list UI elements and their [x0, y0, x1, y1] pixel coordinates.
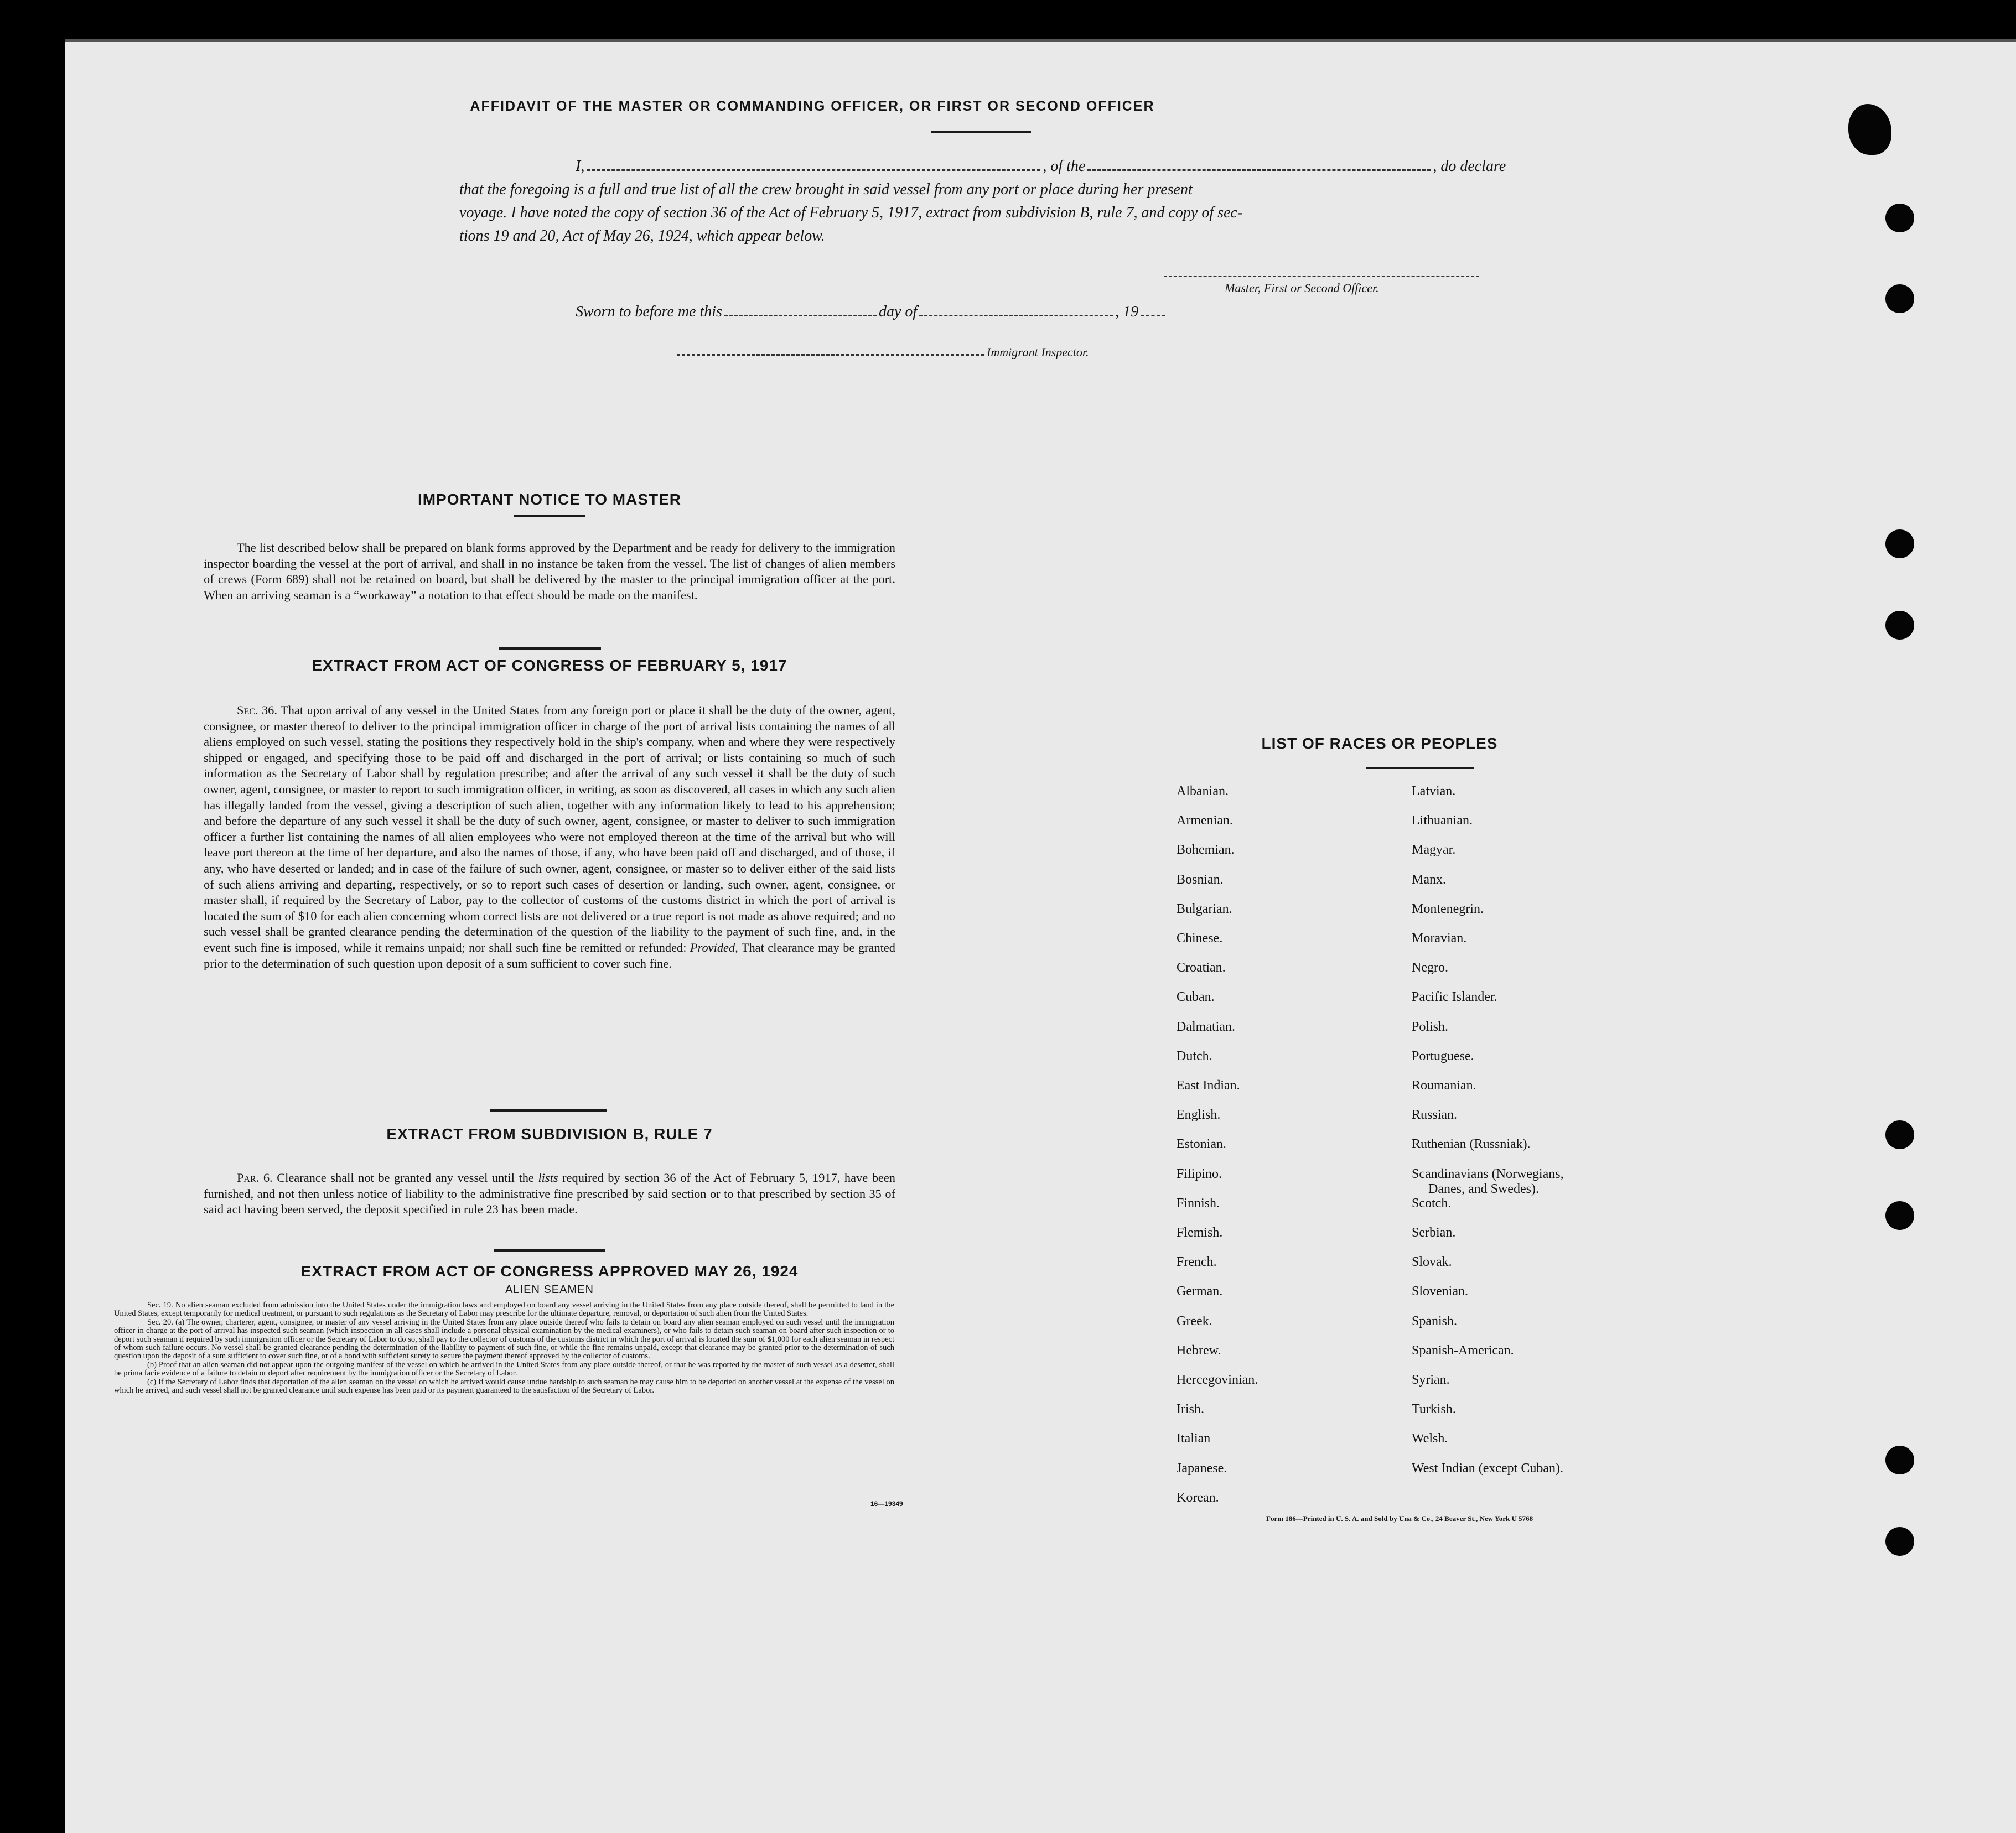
race-right-item: Latvian. [1412, 784, 1456, 798]
sec-36-text-b: That clearance may be granted prior to the determination of such question upon deposit of a sum sufficient to cover such fine. [204, 940, 895, 970]
race-left-item: German. [1177, 1284, 1223, 1299]
notice-heading: IMPORTANT NOTICE TO MASTER [417, 491, 682, 508]
race-right-item: Scandinavians (Norwegians, [1412, 1166, 1564, 1181]
sec-20b-text: (b) Proof that an alien seaman did not appear upon the outgoing manifest of the vessel on which he arrived in the United States from any place outside thereof, or that he was reported by the master of such vessel as a deserter, shall be prima facie evidence of a failure to detain or deport after requirement by the immigration officer or the Secretary of Labor. [114, 1360, 894, 1378]
race-left-item: English. [1177, 1108, 1221, 1123]
race-left-item: Greek. [1177, 1313, 1212, 1328]
document-sheet [65, 39, 2016, 1833]
sec-36-label: Sec. 36. [237, 703, 277, 717]
race-left-item: Italian [1177, 1431, 1211, 1446]
affidavit-line-4: tions 19 and 20, Act of May 26, 1924, which appear below. [459, 227, 825, 245]
sworn-day-blank [724, 315, 877, 316]
race-left-item: Hebrew. [1177, 1343, 1221, 1358]
affidavit-of-the: , of the [1043, 158, 1086, 175]
race-right-item: Manx. [1412, 872, 1446, 887]
race-left-item: French. [1177, 1255, 1217, 1270]
race-right-item: Spanish. [1412, 1313, 1458, 1328]
affidavit-line-2: that the foregoing is a full and true list of all the crew brought in said vessel from any port or place during her present [459, 181, 1193, 198]
divider [1366, 767, 1474, 769]
race-left-item: Albanian. [1177, 784, 1229, 798]
race-left-item: Armenian. [1177, 813, 1233, 828]
sworn-day-of: day of [878, 303, 918, 320]
race-right-item: Lithuanian. [1412, 813, 1473, 828]
rule-7-heading: EXTRACT FROM SUBDIVISION B, RULE 7 [386, 1125, 713, 1143]
race-right-item: Polish. [1412, 1019, 1449, 1034]
affidavit-declare: , do declare [1433, 158, 1506, 175]
sworn-year-blank [1141, 315, 1165, 316]
races-heading: LIST OF RACES OR PEOPLES [1261, 735, 1498, 752]
divider [494, 1249, 605, 1252]
race-right-item: Syrian. [1412, 1373, 1450, 1387]
race-right-item: Russian. [1412, 1108, 1458, 1123]
divider [514, 515, 585, 517]
punch-hole [1885, 204, 1914, 232]
punch-hole [1885, 1201, 1914, 1230]
act-1924-heading: EXTRACT FROM ACT OF CONGRESS APPROVED MAY 26, 1924 [300, 1263, 799, 1280]
sec-19-text: Sec. 19. No alien seaman excluded from admission into the United States under the immigration laws and employed on board any vessel arriving in the United States from any place outside thereof, shall be permitted to land in the United States, except temporarily for medical treatment, or pursuant to such regulations as the Secretary of Labor may prescribe for the ultimate departure, removal, or deportation of such alien from the United States. [114, 1301, 894, 1318]
master-signature-line [1164, 276, 1479, 277]
punch-hole [1885, 284, 1914, 313]
rule-7-text-a: Clearance shall not be granted any vessel until the [277, 1171, 534, 1185]
notice-text: The list described below shall be prepared on blank forms approved by the Department and be ready for delivery to the immigration inspector boarding the vessel at the port of arrival, and shall in no instance be taken from the vessel. The list of changes of alien members of crews (Form 689) shall not be retained on board, but shall be delivered by the master to the principal immigration officer at the port. When an arriving seaman is a “workaway” a notation to that effect should be made on the manifest. [204, 541, 895, 602]
punch-hole [1885, 529, 1914, 558]
race-right-item: Slovenian. [1412, 1284, 1468, 1299]
race-left-item: Irish. [1177, 1402, 1204, 1417]
race-left-item: Flemish. [1177, 1226, 1223, 1240]
master-caption: Master, First or Second Officer. [1225, 281, 1379, 295]
race-left-item: Estonian. [1177, 1137, 1226, 1152]
race-right-item: Roumanian. [1412, 1078, 1476, 1093]
race-right-item: Scotch. [1412, 1196, 1452, 1211]
race-left-item: Bosnian. [1177, 872, 1224, 887]
race-left-item: Bohemian. [1177, 843, 1235, 858]
race-right-item: West Indian (except Cuban). [1412, 1461, 1563, 1476]
race-left-item: Korean. [1177, 1490, 1219, 1505]
race-right-item: Serbian. [1412, 1226, 1456, 1240]
sec-20c-text: (c) If the Secretary of Labor finds that deportation of the alien seaman on the vessel on which he arrived would cause undue hardship to such seaman he may cause him to be deported on another vessel at the expense of the vessel on which he arrived, and such vessel shall not be granted clearance until such expense has been paid or its payment guaranteed to the satisfaction of the Secretary of Labor. [114, 1377, 894, 1395]
race-right-item: Portuguese. [1412, 1048, 1474, 1063]
race-right-item: Ruthenian (Russniak). [1412, 1137, 1531, 1152]
inspector-caption: Immigrant Inspector. [987, 345, 1089, 359]
race-left-item: Dalmatian. [1177, 1019, 1235, 1034]
lists-word: lists [538, 1171, 558, 1185]
name-blank [587, 169, 1040, 171]
race-left-item: Bulgarian. [1177, 901, 1232, 916]
race-left-item: Croatian. [1177, 960, 1226, 975]
race-right-item: Moravian. [1412, 931, 1467, 946]
race-right-item: Slovak. [1412, 1255, 1452, 1270]
race-left-item: Dutch. [1177, 1048, 1212, 1063]
provided-word: Provided, [690, 940, 738, 954]
sworn-text: Sworn to before me this [576, 303, 722, 320]
race-left-item: Filipino. [1177, 1166, 1222, 1181]
race-right-item: Welsh. [1412, 1431, 1448, 1446]
race-left-item: Hercegovinian. [1177, 1373, 1258, 1387]
race-left-item: Cuban. [1177, 990, 1215, 1005]
sec-36-text-a: That upon arrival of any vessel in the United States from any foreign port or place it shall be the duty of the owner, agent, consignee, or master thereof to deliver to the principal immigration officer in charge of the port of arrival lists containing the names of all aliens employed on such vessel, stating the positions they respectively hold in the ship's company, when and where they were respectively shipped or engaged, and specifying those to be paid off and discharged in the port of arrival; or lists containing so much of such information as the Secretary of Labor shall by regulation prescribe; and after the arrival of any such vessel it shall be the duty of such owner, agent, consignee, or master to report to such immigration officer, in writing, as soon as discovered, all cases in which any such alien has illegally landed from the vessel, giving a description of such alien, together with any information likely to lead to his apprehension; and before the departure of any such vessel it shall be the duty of such owner, agent, consignee, or master to deliver to such immigration officer a further list containing the names of all alien employees who were not employed thereon at the time of the arrival but who will leave port thereon at the time of her departure, and also the names of those, if any, who have been paid off and discharged, and of those, if any, who have deserted or landed; and in case of the failure of such owner, agent, consignee, or master so to deliver either of the said lists of such aliens arriving and departing, respectively, or so to report such cases of desertion or landing, such owner, agent, consignee, or master shall, if required by the Secretary of Labor, pay to the collector of customs of the customs district in which the port of arrival is located the sum of $10 for each alien concerning whom correct lists are not delivered or a true report is not made as above required; and no such vessel shall be granted clearance pending the determination of the question of the liability to the payment of such fine, and, in the event such fine is imposed, while it remains unpaid; nor shall such fine be remitted or refunded: [204, 703, 895, 954]
act-1924-text [114, 1301, 894, 1395]
affidavit-i: I, [576, 158, 585, 175]
affidavit-line-1 [459, 158, 1561, 175]
sworn-year: , 19 [1115, 303, 1139, 320]
divider [499, 647, 601, 650]
ink-blot [1848, 104, 1891, 155]
punch-hole [1885, 611, 1914, 640]
punch-hole [1885, 1527, 1914, 1556]
punch-hole [1885, 1446, 1914, 1474]
race-right-item: Spanish-American. [1412, 1343, 1514, 1358]
act-1917-heading: EXTRACT FROM ACT OF CONGRESS OF FEBRUARY 5, 1917 [312, 657, 787, 674]
affidavit-title: AFFIDAVIT OF THE MASTER OR COMMANDING OFFICER, OR FIRST OR SECOND OFFICER [470, 98, 1155, 114]
act-1917-text [204, 703, 895, 972]
divider [490, 1109, 607, 1112]
race-right-item: Pacific Islander. [1412, 990, 1497, 1005]
alien-seamen-subheading: ALIEN SEAMEN [505, 1284, 594, 1296]
divider [931, 131, 1031, 133]
race-right-item: Magyar. [1412, 843, 1456, 858]
rule-7-text [204, 1170, 895, 1218]
race-left-item: Chinese. [1177, 931, 1223, 946]
race-right-item: Turkish. [1412, 1402, 1456, 1417]
inspector-signature-line [677, 354, 984, 356]
par-6-label: Par. 6. [237, 1171, 273, 1185]
form-code: 16—19349 [870, 1500, 903, 1508]
race-right-item: Montenegrin. [1412, 901, 1484, 916]
top-edge-shadow [65, 39, 2016, 42]
race-left-item: Finnish. [1177, 1196, 1220, 1211]
sworn-line [459, 303, 1561, 321]
punch-hole [1885, 1120, 1914, 1149]
sworn-month-blank [919, 315, 1113, 316]
vessel-blank [1087, 169, 1431, 171]
affidavit-line-3: voyage. I have noted the copy of section 36 of the Act of February 5, 1917, extract from subdivision B, rule 7, and copy of sec- [459, 204, 1243, 221]
form-printer-note: Form 186—Printed in U. S. A. and Sold by Una & Co., 24 Beaver St., New York U 5768 [1266, 1514, 1533, 1523]
sec-20a-text: Sec. 20. (a) The owner, charterer, agent, consignee, or master of any vessel arriving in the United States from any place outside thereof who fails to detain on board any alien seaman employed on such vessel until the immigration officer in charge at the port of arrival has inspected such seaman (which inspection in all cases shall include a personal physical examination by the medical examiners), or who fails to detain such seaman on board after such inspection or to deport such seaman if required by such immigration officer or the Secretary of Labor to do so, shall pay to the collector of customs of the customs district in which the port of arrival is located the sum of $1,000 for each alien seaman in respect of whom such failure occurs. No vessel shall be granted clearance pending the determination of the liability to payment of such fine, or while the fine remains unpaid, except that clearance may be granted prior to the determination of such question upon the deposit of a sum sufficient to cover such fine, or of a bond with sufficient surety to secure the payment thereof approved by the collector of customs. [114, 1317, 894, 1361]
race-right-item: Negro. [1412, 960, 1448, 975]
rule-7-text-b: required by section 36 of the Act of February 5, 1917, have been furnished, and not then unless notice of liability to the administrative fine prescribed by said section or to that prescribed by section 35 of said act having been served, the deposit specified in rule 23 has been made. [204, 1171, 895, 1217]
race-left-item: Japanese. [1177, 1461, 1227, 1476]
race-right-item: Danes, and Swedes). [1428, 1181, 1539, 1196]
race-left-item: East Indian. [1177, 1078, 1240, 1093]
